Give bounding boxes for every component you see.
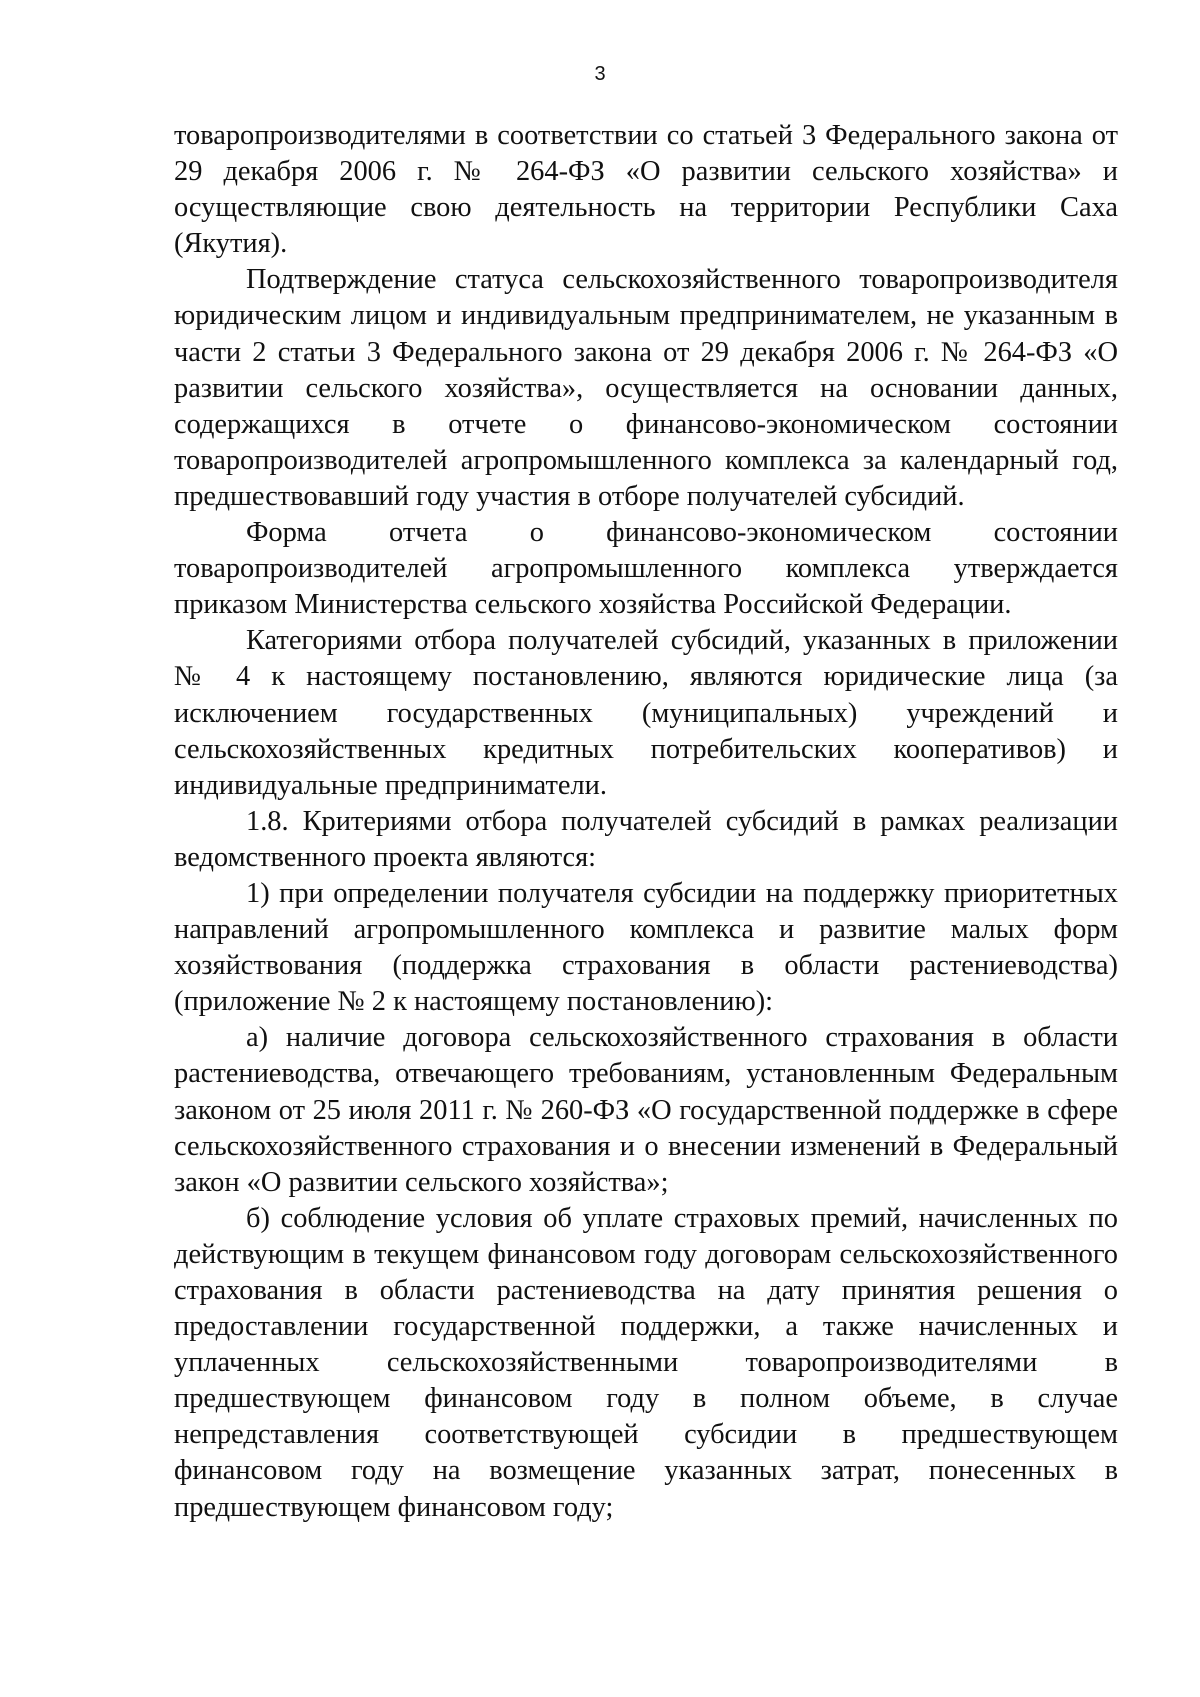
paragraph-report-form: Форма отчета о финансово-экономическом состоянии товаропроизводителей агропромышленного комплекса утверждается приказом Министерства сельского хозяйства Российской Федерации. [174,517,1118,621]
paragraph-subitem-a: а) наличие договора сельскохозяйственного страхования в области растениеводства, отвечающего требованиям, установленным Федеральным законом от 25 июля 2011 г. № 260-ФЗ «О государственной поддержке в сфере сельскохозяйственного страхования и о внесении изменений в Федеральный закон «О развитии сельского хозяйства»; [174,1022,1118,1198]
paragraph-selection-categories: Категориями отбора получателей субсидий, указанных в приложении № 4 к настоящему постановлению, являются юридические лица (за исключением государственных (муниципальных) учреждений и сельскохозяйственных кредитных потребительских кооперативов) и индивидуальные предприниматели. [174,625,1118,801]
document-body [174,118,1118,1526]
paragraph-item-1: 1) при определении получателя субсидии на поддержку приоритетных направлений агропромышленного комплекса и развитие малых форм хозяйствования (поддержка страхования в области растениеводства) (приложение № 2 к настоящему постановлению): [174,877,1118,1018]
paragraph-section-1-8: 1.8. Критериями отбора получателей субсидий в рамках реализации ведомственного проекта являются: [174,805,1118,873]
page-number: 3 [594,63,606,85]
paragraph-continuation: товаропроизводителями в соответствии со статьей 3 Федерального закона от 29 декабря 2006 г. № 264-ФЗ «О развитии сельского хозяйства» и осуществляющие свою деятельность на территории Республики Саха (Якутия). [174,120,1118,260]
paragraph-status-confirmation: Подтверждение статуса сельскохозяйственного товаропроизводителя юридическим лицом и индивидуальным предпринимателем, не указанным в части 2 статьи 3 Федерального закона от 29 декабря 2006 г. № 264-ФЗ «О развитии сельского хозяйства», осуществляется на основании данных, содержащихся в отчете о финансово-экономическом состоянии товаропроизводителей агропромышленного комплекса за календарный год, предшествовавший году участия в отборе получателей субсидий. [174,264,1118,512]
paragraph-subitem-b: б) соблюдение условия об уплате страховых премий, начисленных по действующим в текущем финансовом году договорам сельскохозяйственного страхования в области растениеводства на дату принятия решения о предоставлении государственной поддержки, а также начисленных и уплаченных сельскохозяйственными товаропроизводителями в предшествующем финансовом году в полном объеме, в случае непредставления соответствующей субсидии в предшествующем финансовом году на возмещение указанных затрат, понесенных в предшествующем финансовом году; [174,1202,1118,1523]
